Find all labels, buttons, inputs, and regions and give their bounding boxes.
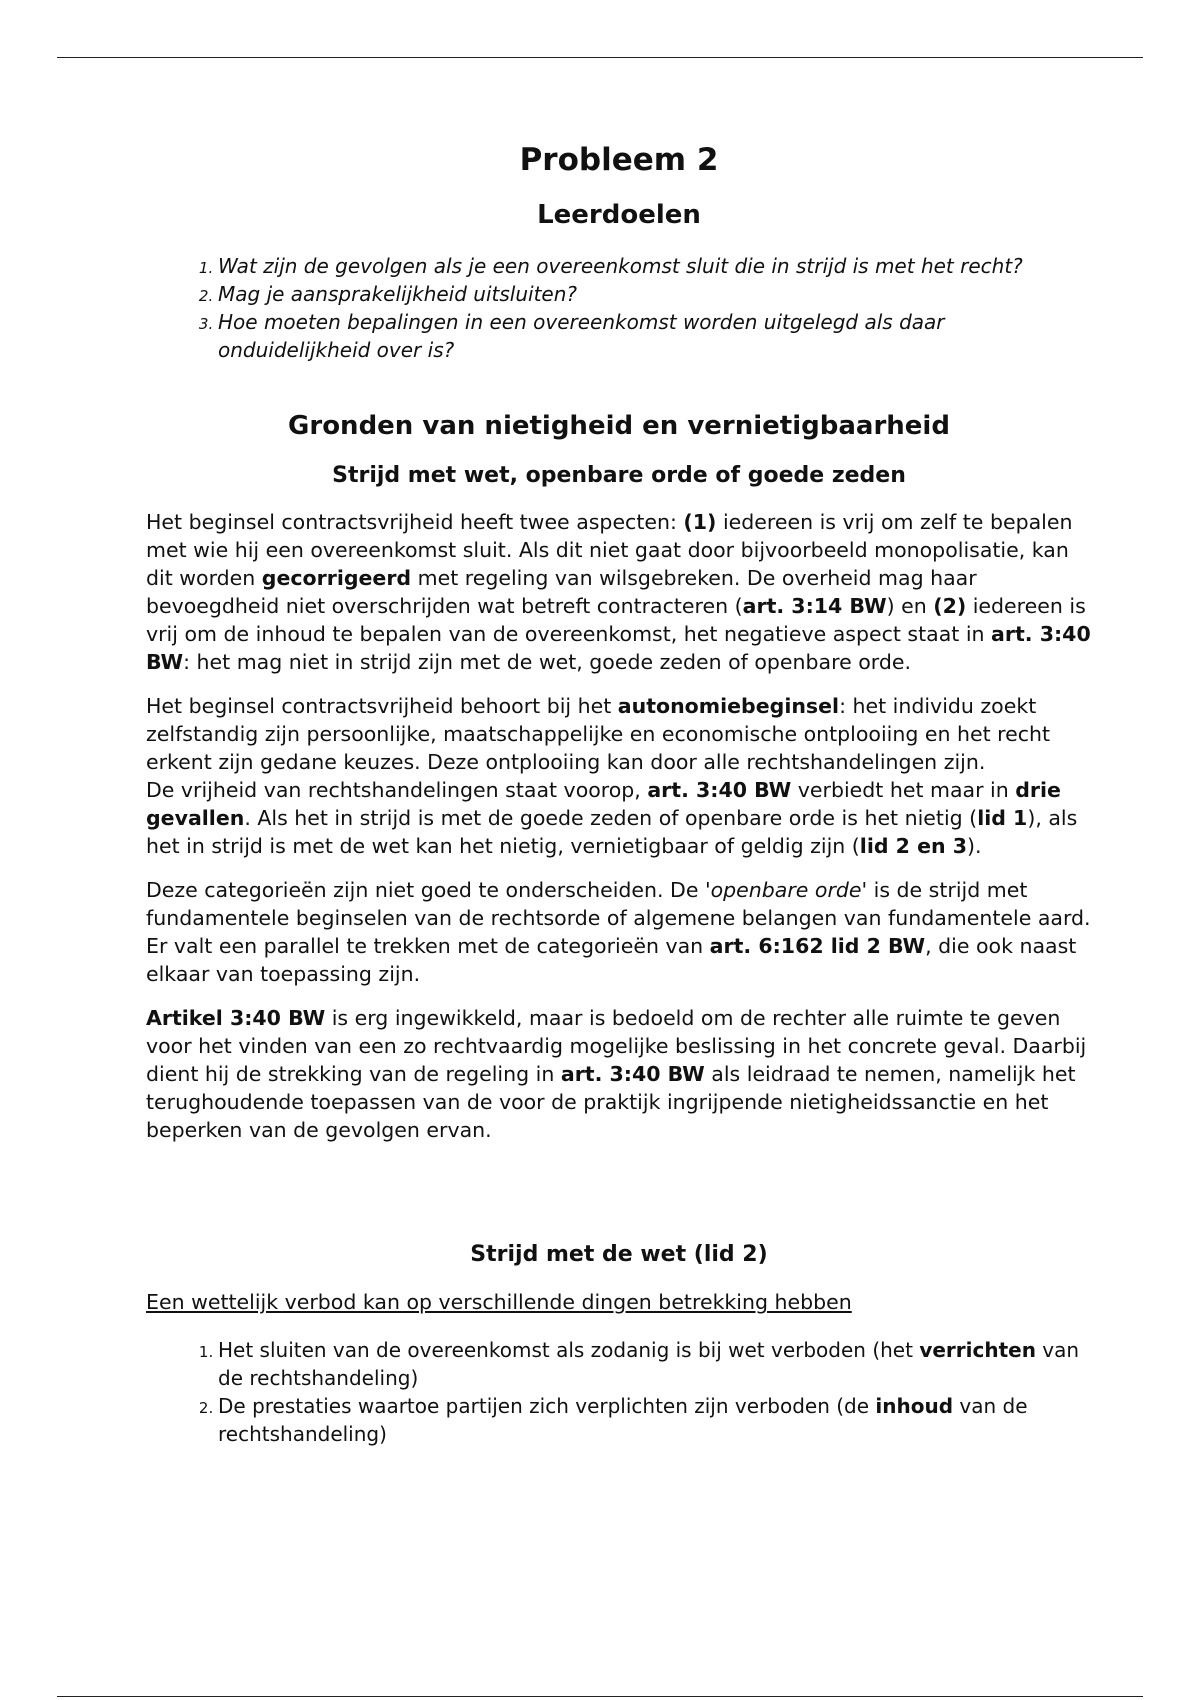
top-rule <box>57 57 1143 58</box>
list-item: 1. Het sluiten van de overeenkomst als zodanig is bij wet verboden (het verrichten van de rechtshandeling) <box>218 1336 1092 1392</box>
list-item: 1. Wat zijn de gevolgen als je een overeenkomst sluit die in strijd is met het recht? <box>218 252 1092 280</box>
list-item: 2. De prestaties waartoe partijen zich verplichten zijn verboden (de inhoud van de rechtshandeling) <box>218 1392 1092 1448</box>
bottom-rule <box>57 1696 1143 1697</box>
list-item: 3. Hoe moeten bepalingen in een overeenkomst worden uitgelegd als daar onduidelijkheid over is? <box>218 308 1092 364</box>
paragraph-2: Het beginsel contractsvrijheid behoort bij het autonomiebeginsel: het individu zoekt zelfstandig zijn persoonlijke, maatschappelijke en economische ontplooiing en het recht erkent zijn gedane keuzes. Deze ontplooiing kan door alle rechtshandelingen zijn. <box>146 694 1051 774</box>
leerdoelen-heading: Leerdoelen <box>537 200 701 230</box>
section-heading: Gronden van nietigheid en vernietigbaarheid <box>288 411 950 441</box>
paragraph-1: Het beginsel contractsvrijheid heeft twee aspecten: (1) iedereen is vrij om zelf te bepalen met wie hij een overeenkomst sluit. Als dit niet gaat door bijvoorbeeld monopolisatie, kan dit worden gecorrigeerd met regeling van wilsgebreken. De overheid mag haar bevoegdheid niet overschrijden wat betreft contracteren (art. 3:14 BW) en (2) iedereen is vrij om de inhoud te bepalen van de overeenkomst, het negatieve aspect staat in art. 3:40 BW: het mag niet in strijd zijn met de wet, goede zeden of openbare orde. <box>146 510 1091 674</box>
paragraph-5: Artikel 3:40 BW is erg ingewikkeld, maar is bedoeld om de rechter alle ruimte te geven voor het vinden van een zo rechtvaardig mogelijke beslissing in het concrete geval. Daarbij dient hij de strekking van de regeling in art. 3:40 BW als leidraad te nemen, namelijk het terughoudende toepassen van de voor de praktijk ingrijpende nietigheidssanctie en het beperken van de gevolgen ervan. <box>146 1006 1087 1142</box>
underlined-intro: Een wettelijk verbod kan op verschillende dingen betrekking hebben <box>146 1290 852 1314</box>
wet-list <box>146 1336 1092 1448</box>
subsection-heading-1: Strijd met wet, openbare orde of goede zeden <box>332 463 906 488</box>
leerdoelen-list <box>146 252 1092 364</box>
subsection-heading-2: Strijd met de wet (lid 2) <box>470 1242 768 1267</box>
list-item: 2. Mag je aansprakelijkheid uitsluiten? <box>218 280 1092 308</box>
body-text <box>146 508 1092 1144</box>
paragraph-3: De vrijheid van rechtshandelingen staat voorop, art. 3:40 BW verbiedt het maar in drie gevallen. Als het in strijd is met de goede zeden of openbare orde is het nietig (lid 1), als het in strijd is met de wet kan het nietig, vernietigbaar of geldig zijn (lid 2 en 3). <box>146 778 1078 858</box>
page-title: Probleem 2 <box>519 142 719 178</box>
paragraph-4: Deze categorieën zijn niet goed te onderscheiden. De 'openbare orde' is de strijd met fundamentele beginselen van de rechtsorde of algemene belangen van fundamentele aard. Er valt een parallel te trekken met de categorieën van art. 6:162 lid 2 BW, die ook naast elkaar van toepassing zijn. <box>146 878 1091 986</box>
